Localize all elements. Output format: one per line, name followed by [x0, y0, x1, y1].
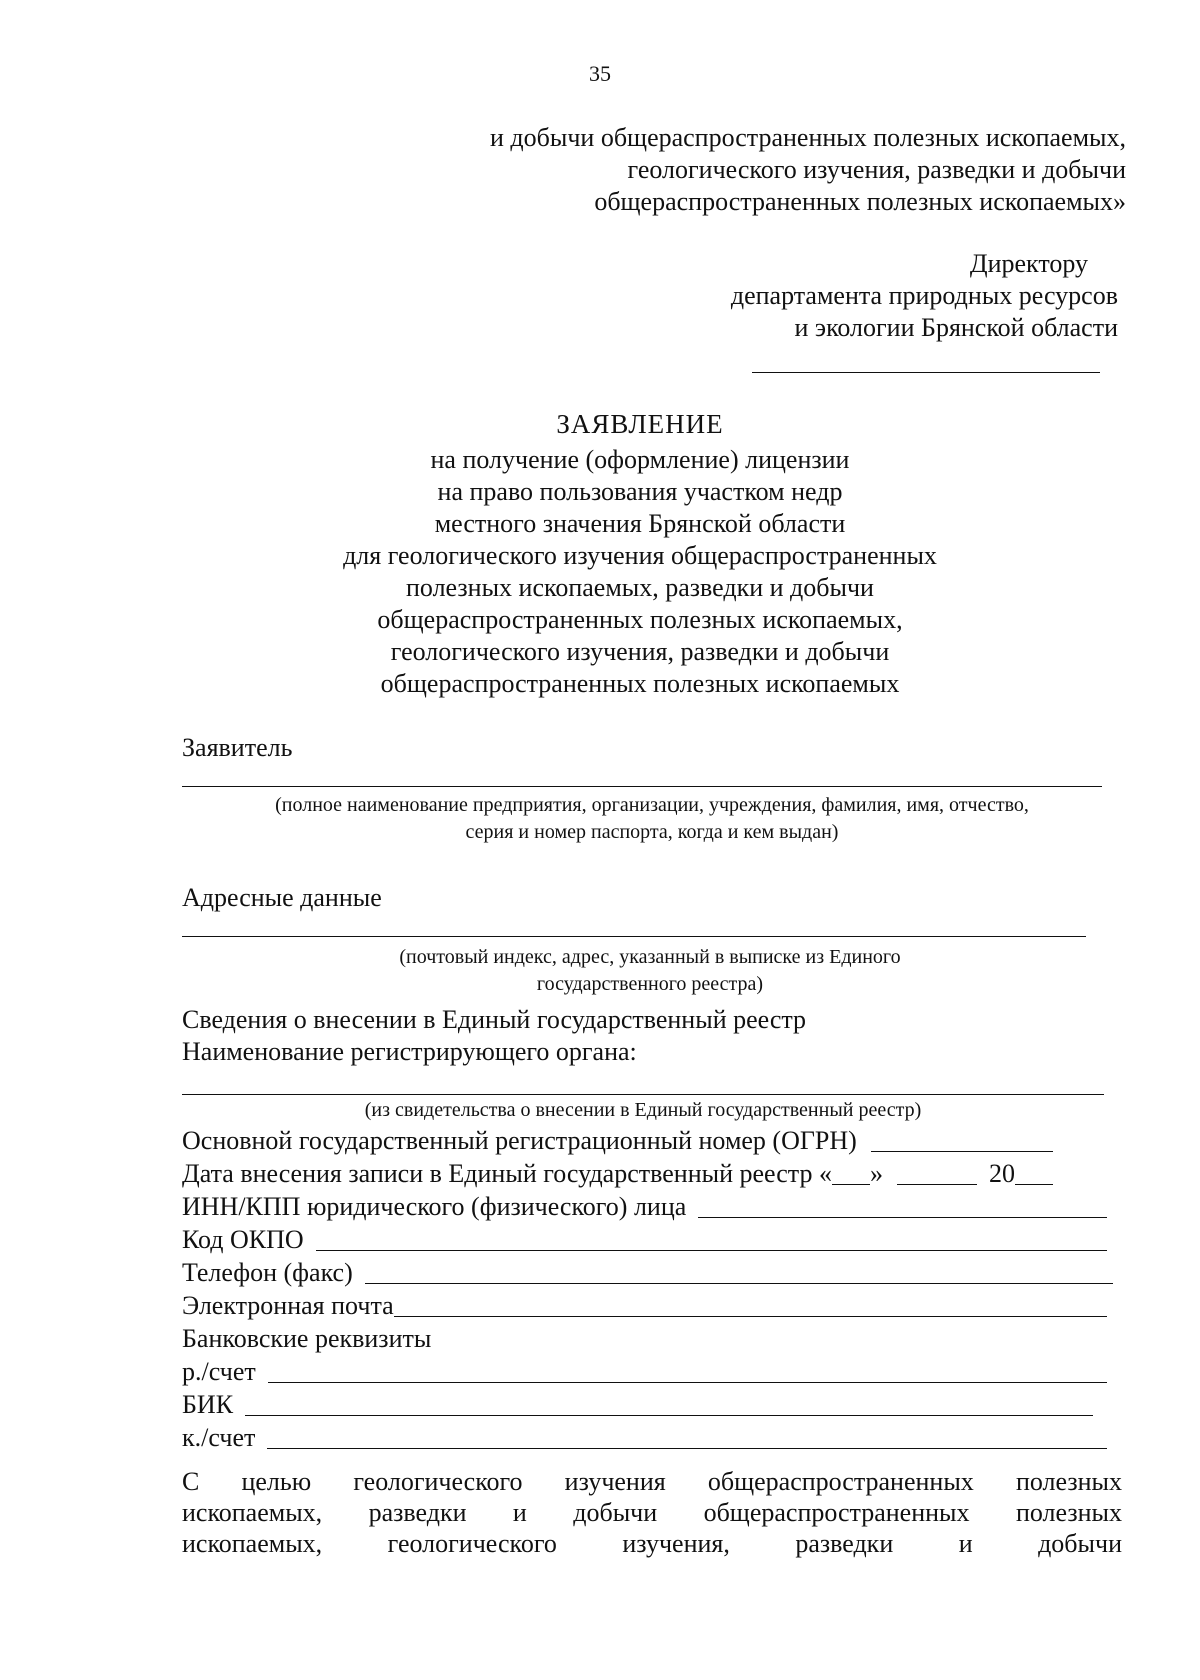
form-fields	[182, 1124, 1107, 1454]
subtitle-line: для геологического изучения общераспространенных	[343, 541, 937, 571]
bik-label: БИК	[182, 1389, 234, 1419]
inn-label: ИНН/КПП юридического (физического) лица	[182, 1191, 687, 1221]
addressee-line: Директору	[969, 249, 1088, 278]
account-label: р./счет	[182, 1356, 256, 1386]
bik-row	[182, 1388, 1107, 1421]
date-year-field[interactable]	[1015, 1183, 1053, 1185]
subtitle-line: полезных ископаемых, разведки и добычи	[406, 573, 874, 603]
phone-label: Телефон (факс)	[182, 1257, 353, 1287]
registry-organ-field[interactable]	[182, 1094, 1104, 1095]
bik-field[interactable]	[245, 1415, 1093, 1416]
inn-field[interactable]	[698, 1217, 1107, 1218]
note-line: (почтовый индекс, адрес, указанный в выписке из Единого	[399, 946, 901, 968]
subtitle-line: общераспространенных полезных ископаемых,	[377, 605, 903, 635]
okpo-row	[182, 1223, 1107, 1256]
corr-field[interactable]	[267, 1448, 1107, 1449]
subtitle-line: на право пользования участком недр	[437, 477, 843, 507]
address-label: Адресные данные	[182, 883, 382, 912]
corr-row	[182, 1421, 1107, 1454]
addressee-block	[731, 248, 1118, 345]
address-note	[300, 944, 1000, 998]
document-title: ЗАЯВЛЕНИЕ	[556, 409, 724, 439]
registry-heading	[182, 1004, 1110, 1068]
header-line: общераспространенных полезных ископаемых»	[594, 187, 1126, 217]
header-continuation	[490, 122, 1126, 219]
addressee-line: и экологии Брянской области	[794, 313, 1118, 343]
note-line: государственного реестра)	[536, 973, 764, 995]
date-row	[182, 1157, 1107, 1190]
header-line: и добычи общераспространенных полезных ископаемых,	[489, 123, 1126, 152]
subtitle-line: геологического изучения, разведки и добычи	[390, 637, 890, 667]
note-line: серия и номер паспорта, когда и кем выдан)	[465, 821, 839, 843]
applicant-note	[182, 792, 1122, 846]
closing-line: ископаемых, разведки и добычи общераспространенных полезных	[182, 1498, 1122, 1527]
phone-field[interactable]	[365, 1283, 1113, 1284]
okpo-field[interactable]	[316, 1250, 1107, 1251]
date-day-field[interactable]	[832, 1183, 870, 1185]
ogrn-label: Основной государственный регистрационный номер (ОГРН)	[182, 1125, 857, 1155]
registry-note: (из свидетельства о внесении в Единый государственный реестр)	[364, 1099, 922, 1121]
document-title-block	[300, 408, 980, 700]
address-field[interactable]	[182, 936, 1086, 937]
inn-row	[182, 1190, 1107, 1223]
applicant-label: Заявитель	[182, 733, 293, 762]
registry-line: Сведения о внесении в Единый государственный реестр	[182, 1005, 807, 1034]
ogrn-field[interactable]	[871, 1151, 1053, 1152]
bank-label: Банковские реквизиты	[182, 1323, 432, 1353]
subtitle-line: общераспространенных полезных ископаемых	[380, 669, 900, 699]
corr-label: к./счет	[182, 1422, 256, 1452]
registry-line: Наименование регистрирующего органа:	[182, 1037, 637, 1067]
page-number: 35	[589, 61, 611, 86]
addressee-signature-line[interactable]	[752, 372, 1100, 373]
date-year-prefix: 20	[988, 1158, 1015, 1188]
date-label: Дата внесения записи в Единый государственный реестр «	[182, 1158, 832, 1188]
account-row	[182, 1355, 1107, 1388]
closing-paragraph	[182, 1466, 1122, 1559]
subtitle-line: местного значения Брянской области	[434, 509, 846, 539]
bank-row	[182, 1322, 1107, 1355]
header-line: геологического изучения, разведки и добычи	[627, 155, 1126, 185]
ogrn-row	[182, 1124, 1107, 1157]
okpo-label: Код ОКПО	[182, 1224, 304, 1254]
email-label: Электронная почта	[182, 1290, 394, 1320]
subtitle-line: на получение (оформление) лицензии	[430, 445, 850, 475]
phone-row	[182, 1256, 1107, 1289]
email-row	[182, 1289, 1107, 1322]
note-line: (полное наименование предприятия, организации, учреждения, фамилия, имя, отчество,	[275, 794, 1029, 816]
email-field[interactable]	[394, 1316, 1107, 1317]
applicant-field[interactable]	[182, 786, 1102, 787]
closing-line: С целью геологического изучения общераспространенных полезных	[182, 1467, 1122, 1496]
account-field[interactable]	[268, 1382, 1107, 1383]
addressee-line: департамента природных ресурсов	[730, 281, 1118, 311]
closing-line: ископаемых, геологического изучения, разведки и добычи	[182, 1529, 1122, 1558]
date-month-field[interactable]	[897, 1183, 977, 1185]
date-quote: »	[869, 1158, 883, 1188]
